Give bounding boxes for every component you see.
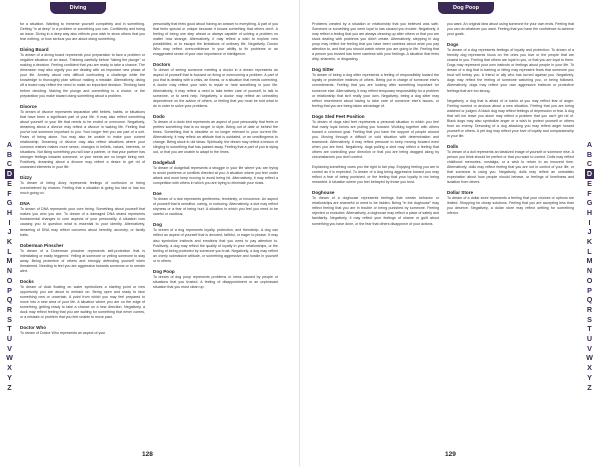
page-number-right: 129 [445, 451, 456, 458]
alphabet-letter-e[interactable]: E [7, 178, 12, 188]
entry-body: you want. An original idea about using someone for your own ends. Feeling that you can do whatever you want. Feeling that you have the confidence to achieve your goals. [447, 22, 574, 37]
entry-body: To dream of a Doberman pinscher represents self-protection that is intimidating or easily triggered. Yelling at someone or yelling someone to stay away. Being protective of others and strongly defending yourself when threatened. Needing to feel you are aggressive towards someone or to remain alert. [20, 248, 145, 273]
alphabet-letter-w[interactable]: W [586, 353, 593, 363]
dictionary-entry [20, 201, 145, 237]
entry-title: Docks [20, 278, 34, 284]
alphabet-letter-e[interactable]: E [587, 178, 592, 188]
alphabet-letter-h[interactable]: H [586, 207, 593, 217]
alphabet-letter-x[interactable]: X [587, 363, 592, 373]
entry-body: To dream of a dodo bird represents an aspect of your personality that feels or prefers something that is no longer in style. Being out of date or behind the times. Something that is obsolete or no longer relevant to your current life. Alternatively, it may reflect an attitude that is outdated, or an unwillingness to change. Being stuck in old ideas. Spiritually, the dream may reflect a lesson of clinging to something that has passed away. Feeling that a part of you is dying out, or that you are unable to adapt to the times. [153, 119, 278, 154]
dictionary-entry [20, 22, 145, 42]
entry-body: To dream of divorce represents separation with beliefs, habits, or situations that have been a significant part of your life. It may also reflect something about yourself or your life that needs to be ended or overcome. Negatively, dreaming about a divorce may reflect a divorce in waking life. Feeling that you've lost someone important to you. Your longer feel you are part of a unit. Fears of being alone. You may also be unable to make your current relationship. Dreaming of divorce may also reflect situations where your common wishes makes more sense, changes in beliefs, values, interests, or situations. Not liking something you will lose a partner, or that your partner has stronger feelings towards someone, or your needs are no longer being met. Positively, dreaming about a divorce may reflect a desire to get rid of unwanted elements in your life. [20, 109, 145, 170]
alphabet-letter-z[interactable]: Z [587, 382, 592, 392]
entry-title: Dog Sitter [312, 67, 334, 73]
alphabet-letter-q[interactable]: Q [6, 295, 13, 305]
alphabet-letter-a[interactable]: A [586, 140, 593, 149]
entry-body: Negatively, a dog that is afraid of or barks at you may reflect fear of anger. Feeling worried or anxious about a new situation. Feeling that you are being watched or judged. A black dog may reflect feelings of depression or fear. A dog that will not leave you alone may reflect a problem that you can't get rid of. Black dogs may also symbolize anger or a wish to protect yourself or others from an enemy. Dreaming of a dog attacking you may reflect anger toward yourself or others. A pet dog may reflect your love of loyalty and companionship in your life. [447, 98, 574, 138]
alphabet-letter-h[interactable]: H [6, 207, 13, 217]
dictionary-entry [447, 42, 574, 93]
alphabet-index-left [5, 140, 14, 392]
entry-body: To dream of a doll represents an idealized image of yourself or someone else. A person you think should be perfect or that you want to control. Dolls may reflect childhood memories, nostalgia, or a wish to return to an innocent time. Alternatively, dolls may reflect feeling that you are not in control of your life, or that someone is using you. Negatively, dolls may reflect an unrealistic expectation about how people should behave, or feelings of loneliness and isolation from others. [447, 149, 574, 185]
alphabet-letter-d[interactable]: D [6, 169, 13, 179]
alphabet-letter-p[interactable]: P [7, 285, 12, 295]
text-column [312, 22, 439, 436]
alphabet-letter-r[interactable]: R [586, 304, 593, 314]
entry-title: Dogs [447, 42, 459, 48]
entry-body: To dream of a doghouse represents feelings that certain behavior or relationships are shameful or need to be hidden. Being "in the doghouse" may reflect feeling that you are in trouble or being punished by someone. Feeling rejected or excluded. Alternatively, a doghouse may reflect a place of safety and familiarity. Negatively, it may reflect your feelings of shame or guilt about something you have done, or the fear that others disapprove of your actions. [312, 196, 439, 226]
entry-title: DNA [20, 201, 30, 207]
alphabet-letter-l[interactable]: L [587, 246, 592, 256]
entry-title: Doghouse [312, 190, 335, 196]
alphabet-letter-t[interactable]: T [587, 324, 592, 334]
entry-title: Doctors [153, 62, 171, 68]
dictionary-entry [153, 191, 278, 217]
alphabet-letter-r[interactable]: R [6, 304, 13, 314]
entry-title: Dizzy [20, 175, 32, 181]
entry-body: To dream of a dollar store represents a feeling that your choices or options are limited. Shopping for cheap solutions. Feeling that you are accepting less than you deserve. Negatively, a dollar store may reflect settling for something inferior. [447, 196, 574, 216]
entry-title: Diving Board [20, 47, 49, 53]
alphabet-letter-v[interactable]: V [7, 343, 12, 353]
entry-body: To dream of Doctor Who represents an aspect of your [20, 331, 106, 336]
alphabet-letter-b[interactable]: B [6, 149, 13, 159]
entry-title: Dodgeball [153, 160, 176, 166]
alphabet-letter-z[interactable]: Z [7, 382, 12, 392]
entry-body: To dream of dodgeball represents a struggle in your life where you are trying to avoid problems or conflicts directed at you. A situation where you feel under attack and must keep moving to avoid being hit. Alternatively, it may reflect a competition with others in which you are trying to eliminate your rivals. [153, 166, 278, 186]
alphabet-letter-l[interactable]: L [7, 246, 12, 256]
alphabet-letter-a[interactable]: A [6, 140, 13, 149]
page-number-left: 128 [142, 451, 153, 458]
dictionary-entry [20, 325, 145, 336]
alphabet-letter-q[interactable]: Q [586, 295, 593, 305]
alphabet-letter-f[interactable]: F [587, 188, 592, 198]
entry-body: To dream of a diving board represents your preparation to face a problem or negative situation of an issue. Thinking carefully before "taking the plunge" or making a decision. Feeling confident that you are ready to take a chance. The dimension may also signify you are dealing with an important new phase of your life. Anxiety about new difficult confronting a challenge while the knowledge to thoroughly plan without making a mistake. Alternatively, diving off a board may reflect the need to make an important decision. Thinking hard before deciding. Making the plunge and committing to a choice, or the preparation you make toward doing something about a problem. [20, 53, 145, 98]
dictionary-entry [153, 114, 278, 155]
dictionary-entry [20, 279, 145, 320]
running-header-left: Diving [50, 2, 106, 14]
dictionary-entry [153, 22, 278, 57]
entry-title: Dolls [447, 143, 459, 149]
dictionary-entry [447, 99, 574, 139]
entry-title: Dog [153, 222, 162, 228]
alphabet-index-right [585, 140, 594, 392]
alphabet-letter-n[interactable]: N [6, 266, 13, 276]
dictionary-entry [20, 243, 145, 274]
entry-title: Divorce [20, 103, 37, 109]
alphabet-letter-s[interactable]: S [7, 314, 12, 324]
entry-body: Explaining something owes you the right to fair play. Enjoying feeling you are in control as it is expected. To dream of a dog being aggressive toward you may reflect a fear of being punished, or the feeling that your loyalty is not being rewarded. A situation where you feel betrayed by those you trust. [312, 165, 439, 185]
alphabet-letter-y[interactable]: Y [7, 372, 12, 382]
entry-title: Doe [153, 191, 162, 197]
alphabet-letter-d[interactable]: D [586, 169, 593, 179]
entry-title: Doctor Who [20, 325, 47, 331]
entry-title: Dogs Sled Feet Position [312, 113, 365, 119]
alphabet-letter-p[interactable]: P [587, 285, 592, 295]
entry-body: To dream of being dizzy represents feelings of confusion or being overwhelmed by choices. Feeling that a situation is going too fast or has too much going on. [20, 181, 145, 196]
dictionary-entry [312, 190, 439, 226]
alphabet-letter-y[interactable]: Y [587, 372, 592, 382]
alphabet-letter-k[interactable]: K [6, 237, 13, 247]
entry-body: To dream of dogs sled feet represents a personal situation in which you feel that many loyal forces are pulling you forward. Working together with others toward a common goal. Feeling that you have the support of people around you. Moving through a difficult or cold situation with determination and teamwork. Alternatively, it may reflect pressure to keep moving forward even when you are tired. Negatively, dogs pulling a sled may reflect a feeling that others are controlling your direction or that you are being dragged along by circumstances you don't control. [312, 119, 439, 160]
entry-body: To dream of a dog represents loyalty, protection, and friendship. A dog can reflect an aspect of yourself that is devoted, faithful, or eager to please. It may also symbolize instincts and emotions that you need to pay attention to. Positively, a dog may reflect the quality of loyalty in your relationships, or the feeling of being protected by someone you trust. Negatively, a dog may reflect an overly submissive attitude, or something aggressive and hostile in yourself or in others. [153, 228, 278, 263]
alphabet-letter-u[interactable]: U [586, 334, 593, 344]
right-page [300, 0, 600, 466]
alphabet-letter-x[interactable]: X [7, 363, 12, 373]
dictionary-entry [312, 22, 439, 62]
alphabet-letter-w[interactable]: W [6, 353, 13, 363]
alphabet-letter-g[interactable]: G [6, 198, 13, 208]
alphabet-letter-c[interactable]: C [586, 159, 593, 169]
entry-body: personality that feels good about having an answer to everything. A part of you that feels special or unique because it knows something that others don't. A feeling of being one step ahead or always capable of solving a problem no matter how strange. Alternatively, it may reflect a wish to explore new possibilities, or to escape the limitations of ordinary life. Negatively, Doctor Who may reflect overconfidence in your ability to fix problems or an exaggerated sense of your own importance or intelligence. [153, 22, 278, 57]
dictionary-entry [312, 165, 439, 185]
alphabet-letter-s[interactable]: S [587, 314, 592, 324]
alphabet-letter-m[interactable]: M [586, 256, 593, 266]
entry-body: To dream of a dog represents feelings of loyalty and protection. To dream of a friendly dog represents focus on the ones you love or the people that are closest to you. Feeling that others are loyal to you, or that you are loyal to them. Dogs may represent your own instincts or feelings about people in your life. To dream of a dog that is barking or biting may represent fears that someone you trust will betray you. A friend or ally who has turned against you. Negatively, dogs may reflect the feeling of someone watching you, or being followed. Alternatively, dogs may reflect your own aggressive instincts or protective feelings that are too strong. [447, 48, 574, 93]
alphabet-letter-j[interactable]: J [587, 227, 592, 237]
entry-body: To dream of dog poop represents problems or mess caused by people or situations that you trusted. A feeling of disappointment or an unpleasant situation that you must clean up. [153, 274, 278, 289]
alphabet-letter-i[interactable]: I [588, 217, 591, 227]
left-page-columns [20, 22, 278, 436]
dictionary-entry [447, 190, 574, 216]
text-column [447, 22, 574, 436]
alphabet-letter-o[interactable]: O [586, 275, 593, 285]
alphabet-letter-m[interactable]: M [6, 256, 13, 266]
dictionary-entry [153, 160, 278, 186]
alphabet-letter-j[interactable]: J [7, 227, 12, 237]
alphabet-letter-u[interactable]: U [6, 334, 13, 344]
entry-title: Doberman Pinscher [20, 242, 64, 248]
dictionary-entry [153, 62, 278, 108]
entry-body: To dream of a doe represents gentleness, femininity, or innocence. An aspect of yourself that is sensitive, caring, or nurturing. Alternatively, a doe may reflect shyness or a fear of being hurt. A situation in which you feel you need to be careful or cautious. [153, 197, 278, 217]
entry-body: To dream of being a dog sitter represents a feeling of responsibility toward the loyalty or protective instincts of others. Being put in charge of someone else's commitments. Feeling that you are looking after something important for someone else. Alternatively, it may reflect temporary responsibility for a problem or relationship that isn't really your own. Negatively, being a dog sitter may reflect resentment about having to take care of someone else's issues, or feeling that you are being taken advantage of. [312, 73, 439, 108]
alphabet-letter-i[interactable]: I [8, 217, 11, 227]
entry-body: To dream of dock floating on water symbolizes a starting point or new opportunity you are about to embark on. Being open and ready to face something new or uncertain. A point from which you may feel prepared to move into a new area of your life. A situation where you are on the edge of something, getting ready to take a chance on a new direction. Negatively, a dock may reflect feeling that you are waiting for something that never comes, or a mistake or problem that you feel unable to move past. [20, 284, 145, 320]
entry-title: Dodo [153, 113, 165, 119]
alphabet-letter-g[interactable]: G [586, 198, 593, 208]
dictionary-entry [153, 222, 278, 263]
alphabet-letter-o[interactable]: O [6, 275, 13, 285]
alphabet-letter-c[interactable]: C [6, 159, 13, 169]
dictionary-entry [312, 114, 439, 160]
alphabet-letter-k[interactable]: K [586, 237, 593, 247]
alphabet-letter-f[interactable]: F [7, 188, 12, 198]
right-page-columns [312, 22, 574, 436]
entry-title: Dollar Store [447, 190, 474, 196]
dictionary-entry [20, 104, 145, 171]
entry-body: To dream of DNA represents your core being. Something about yourself that makes you who you are. To dream of a damaged DNA strand represents fundamental changes to core aspects of your personality. A situation now causing you to question what is essential to your identity. Alternatively, dreaming of DNA may reflect concerns about heredity, ancestry, or family traits. [20, 207, 145, 237]
entry-body: Problems created by a situation or relationship that you believed was safe. Someone or something you were loyal to has caused you trouble. Negatively, it may reflect a feeling that you are always cleaning up after others or that you are stuck dealing with problems you didn't create. Alternatively, stepping in dog poop may reflect the feeling that you have been careless about what you pay attention to, and that you should watch where you are going in life. Feeling that a person you trusted has been careless with your feelings. A situation that feels dirty, shameful, or disgusting. [312, 22, 439, 62]
dictionary-entry [447, 22, 574, 37]
dictionary-entry [20, 47, 145, 98]
text-column [153, 22, 278, 436]
dictionary-entry [312, 67, 439, 108]
dictionary-entry [153, 269, 278, 290]
entry-body: for a situation. Wanting to immerse yourself completely and in something. Getting "in at deep" in a problem or something you can. Confidently and being an issue. Diving in a deep way also reflects your wish to show others that you fear nothing, or how serious you are about doing something. [20, 22, 145, 42]
entry-body: To dream of seeing someone meeting a doctor in a dream represents an aspect of yourself that is focused on fixing or overcoming a problem. A part of you that is dealing with a crisis, an illness, or a situation that needs correcting. A doctor may reflect your wish to repair or heal something in your life. Alternatively, it may reflect a need to take better care of yourself, to talk to someone, or to seek help. Negatively, a doctor may reflect an unhealthy dependence on the advice of others, or feeling that you must be told what to do in order to solve your problems. [153, 68, 278, 108]
alphabet-letter-v[interactable]: V [587, 343, 592, 353]
text-column [20, 22, 145, 436]
running-header-right: Dog Poop [438, 2, 494, 14]
dictionary-entry [20, 175, 145, 196]
alphabet-letter-b[interactable]: B [586, 149, 593, 159]
alphabet-letter-t[interactable]: T [7, 324, 12, 334]
entry-title: Dog Poop [153, 268, 175, 274]
alphabet-letter-n[interactable]: N [586, 266, 593, 276]
dictionary-entry [447, 144, 574, 185]
